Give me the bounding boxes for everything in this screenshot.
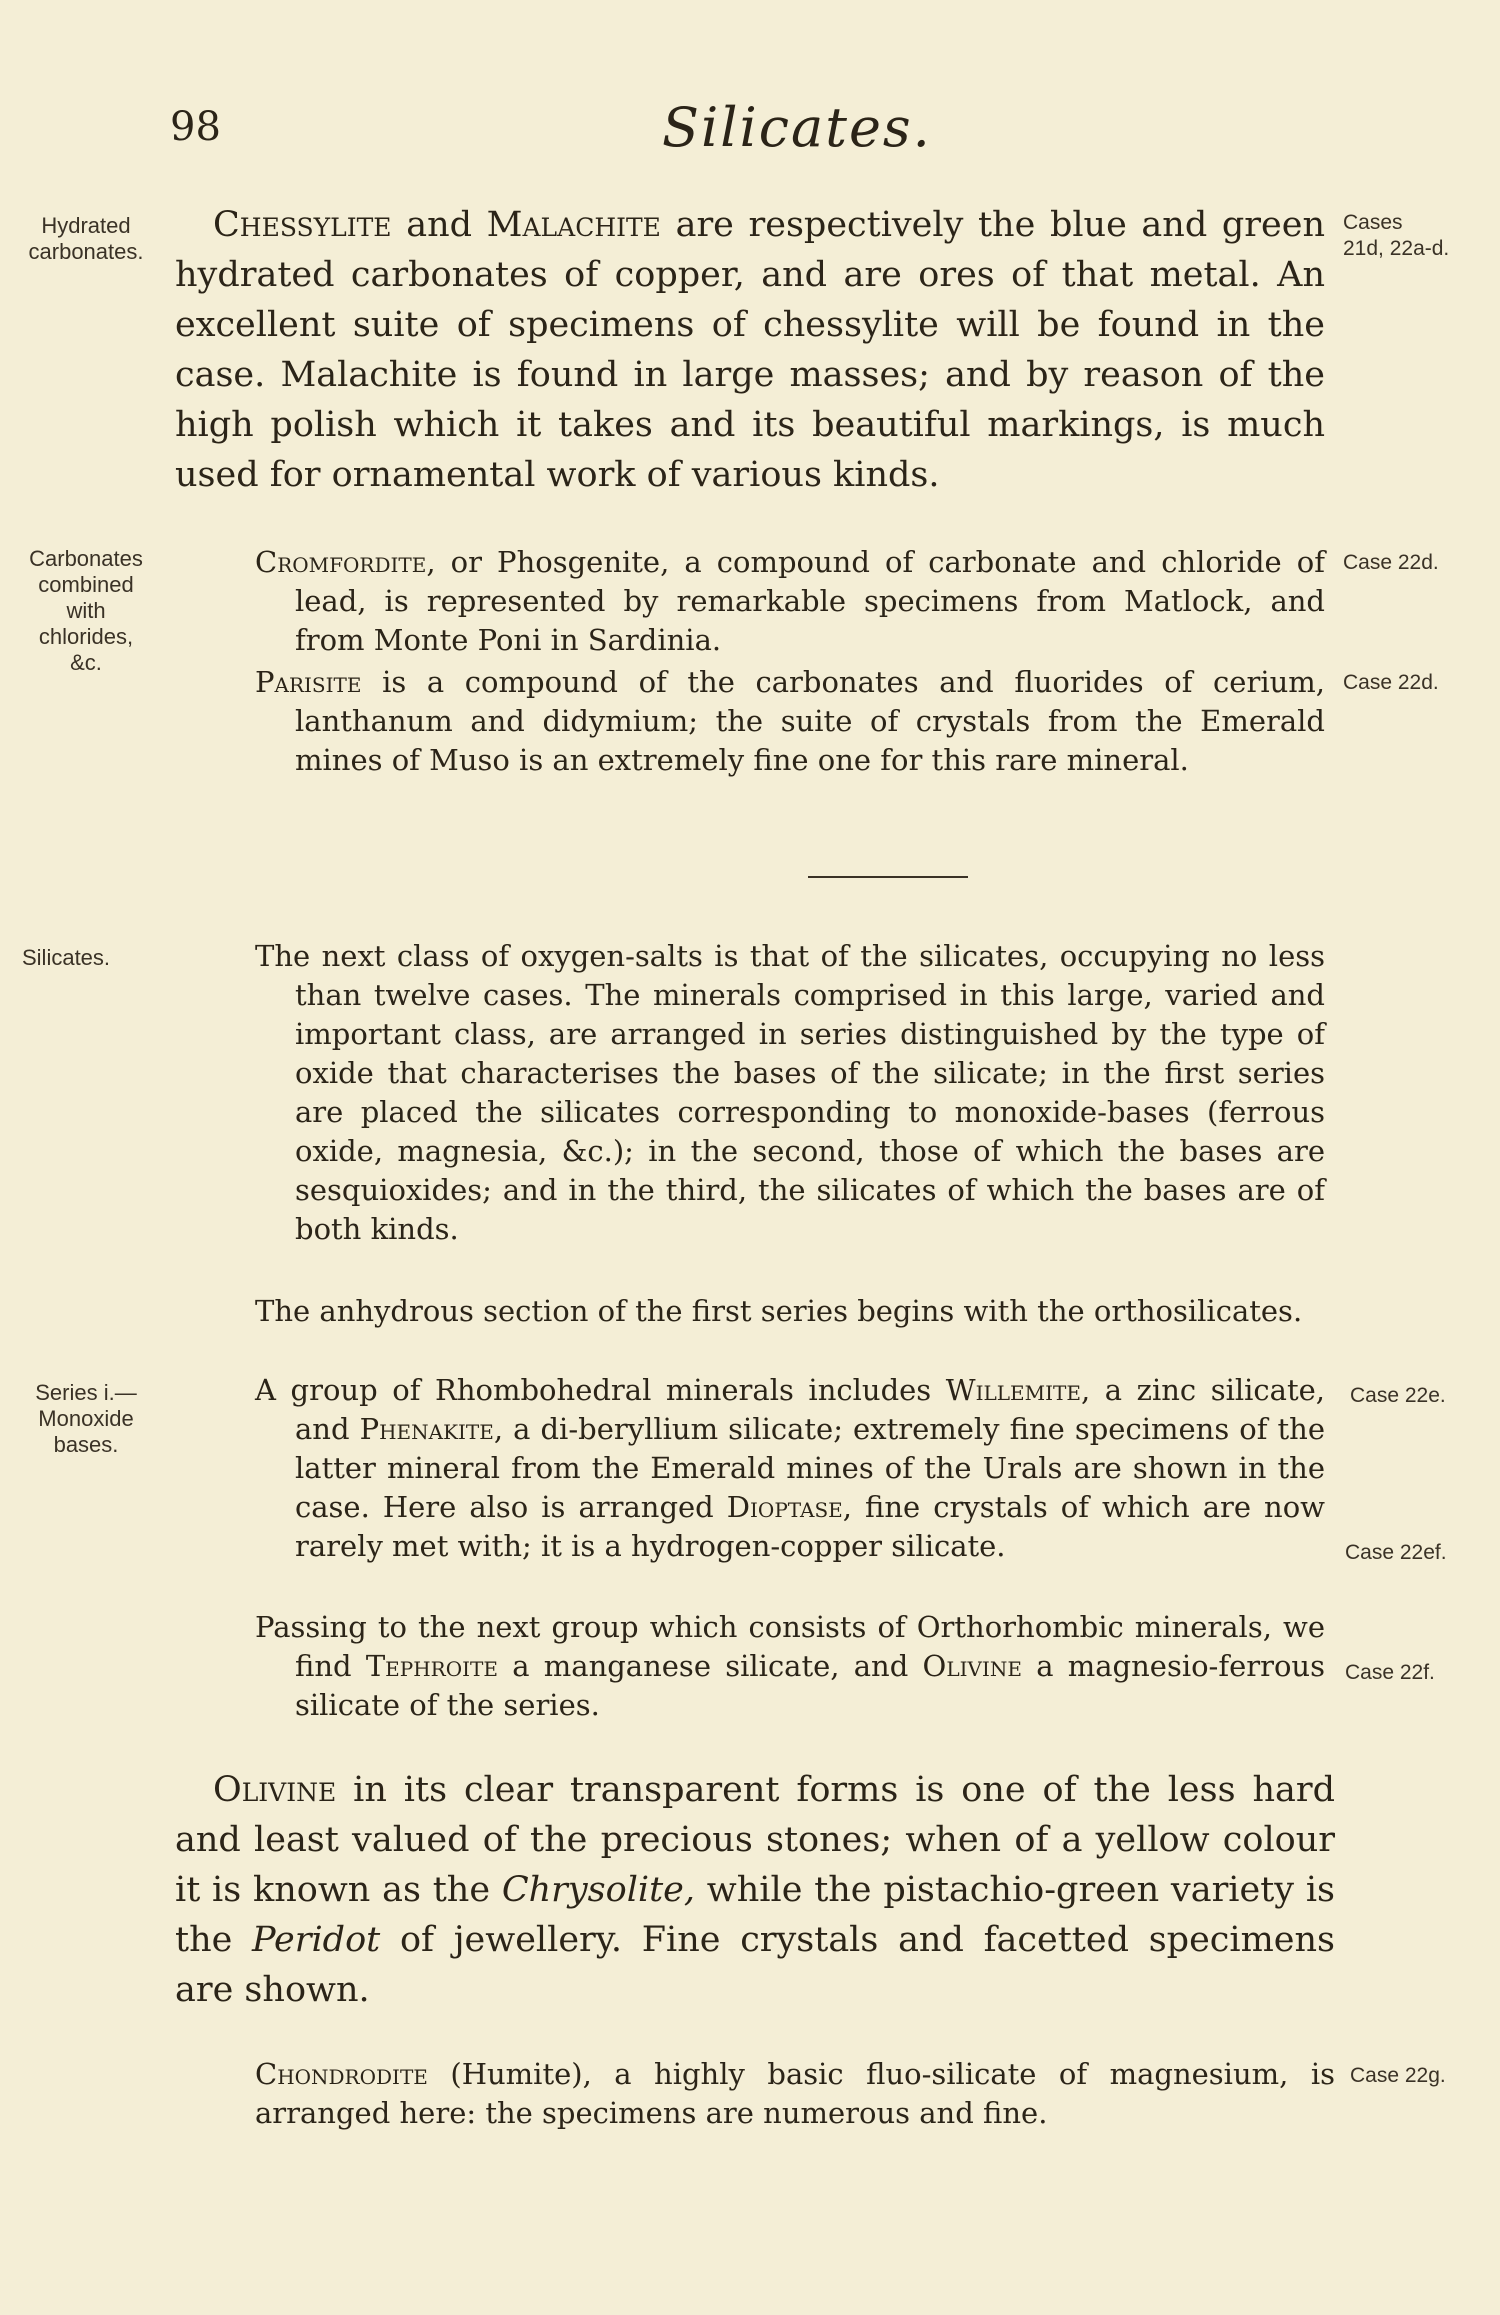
margin-line: Carbonates — [29, 546, 143, 571]
case-reference: Case 22g. — [1350, 2064, 1446, 2087]
paragraph-rhombohedral: A group of Rhombohedral minerals includes Willemite, a zinc silicate, and Phenakite, a di-beryllium silicate; extremely fine specimens of the latter mineral from the Emerald mines of the Urals are shown in the case. Here also is arranged Dioptase, fine crystals of which are now rarely met with; it is a hydrogen-copper silicate. — [255, 1373, 1326, 1563]
case-line: 21d, 22a-d. — [1343, 237, 1450, 260]
mineral-name: Parisite — [255, 665, 362, 699]
case-reference — [1343, 210, 1449, 262]
case-reference: Case 22ef. — [1345, 1541, 1447, 1564]
margin-line: carbonates. — [28, 239, 144, 264]
margin-note-series-one — [6, 1380, 166, 1458]
gem-name: Peridot — [252, 1920, 381, 1960]
paragraph-hydrated-carbonates: Chessylite and Malachite are respectively the blue and green hydrated carbonates of copper, and are ores of that metal. An excellent suite of specimens of chessylite will be found in the case. Malachite is found in large masses; and by reason of the high polish which it takes and its beautiful markings, is much used for ornamental work of various kinds. — [175, 205, 1325, 495]
mineral-name: Olivine — [213, 1770, 337, 1810]
margin-line: Monoxide — [38, 1406, 134, 1431]
margin-line: chlorides, — [38, 624, 134, 649]
margin-line: &c. — [70, 650, 102, 675]
page-title: Silicates. — [662, 96, 932, 159]
paragraph-parisite: Parisite is a compound of the carbonates and fluorides of cerium, lanthanum and didymium; the suite of crystals from the Emerald mines of Muso is an extremely fine one for this rare mineral. — [255, 665, 1325, 777]
margin-note-carbonates-chlorides — [6, 546, 166, 676]
paragraph-chondrodite: Chondrodite (Humite), a highly basic fluo-silicate of magnesium, is arranged here: the specimens are numerous and fine. — [255, 2057, 1335, 2130]
case-reference: Case 22f. — [1345, 1661, 1435, 1684]
margin-line: combined — [38, 572, 134, 597]
mineral-name: Tephroite — [365, 1649, 498, 1683]
section-divider — [808, 876, 968, 878]
case-reference: Case 22d. — [1343, 551, 1439, 574]
mineral-name: Phenakite — [359, 1412, 494, 1446]
gem-name: Chrysolite, — [501, 1870, 696, 1910]
page-number: 98 — [170, 104, 221, 150]
margin-line: Series i.— — [35, 1380, 137, 1405]
case-reference: Case 22d. — [1343, 671, 1439, 694]
mineral-name: Olivine — [922, 1649, 1022, 1683]
mineral-name: Willemite — [945, 1373, 1081, 1407]
margin-note-hydrated-carbonates — [6, 213, 166, 265]
margin-line: Hydrated — [41, 213, 131, 238]
case-line: Cases — [1343, 211, 1403, 234]
paragraph-cromfordite: Cromfordite, or Phosgenite, a compound of carbonate and chloride of lead, is represented by remarkable specimens from Matlock, and from Monte Poni in Sardinia. — [255, 545, 1325, 657]
paragraph-orthorhombic: Passing to the next group which consists of Orthorhombic minerals, we find Tephroite a manganese silicate, and Olivine a magnesio-ferrous silicate of the series. — [255, 1610, 1325, 1722]
mineral-name: Cromfordite — [255, 545, 427, 579]
mineral-name: Chondrodite — [255, 2057, 428, 2091]
paragraph-silicates-intro: The next class of oxygen-salts is that of the silicates, occupying no less than twelve cases. The minerals comprised in this large, varied and important class, are arranged in series distinguished by the type of oxide that characterises the bases of the silicate; in the first series are placed the silicates corresponding to monoxide-bases (ferrous oxide, magnesia, &c.); in the second, those of which the bases are sesquioxides; and in the third, the silicates of which the bases are of both kinds. — [255, 939, 1325, 1246]
mineral-name: Chessylite — [213, 205, 392, 245]
margin-note-silicates: Silicates. — [22, 945, 111, 970]
paragraph-anhydrous-section: The anhydrous section of the first series begins with the orthosilicates. — [255, 1294, 1303, 1328]
margin-line: bases. — [53, 1432, 119, 1457]
case-reference: Case 22e. — [1350, 1384, 1446, 1407]
mineral-name: Dioptase — [726, 1490, 843, 1524]
mineral-name: Malachite — [486, 205, 661, 245]
margin-line: with — [66, 598, 106, 623]
paragraph-olivine: Olivine in its clear transparent forms is one of the less hard and least valued of the precious stones; when of a yellow colour it is known as the Chrysolite, while the pistachio-green variety is the Peridot of jewellery. Fine crystals and facetted specimens are shown. — [175, 1770, 1335, 2010]
